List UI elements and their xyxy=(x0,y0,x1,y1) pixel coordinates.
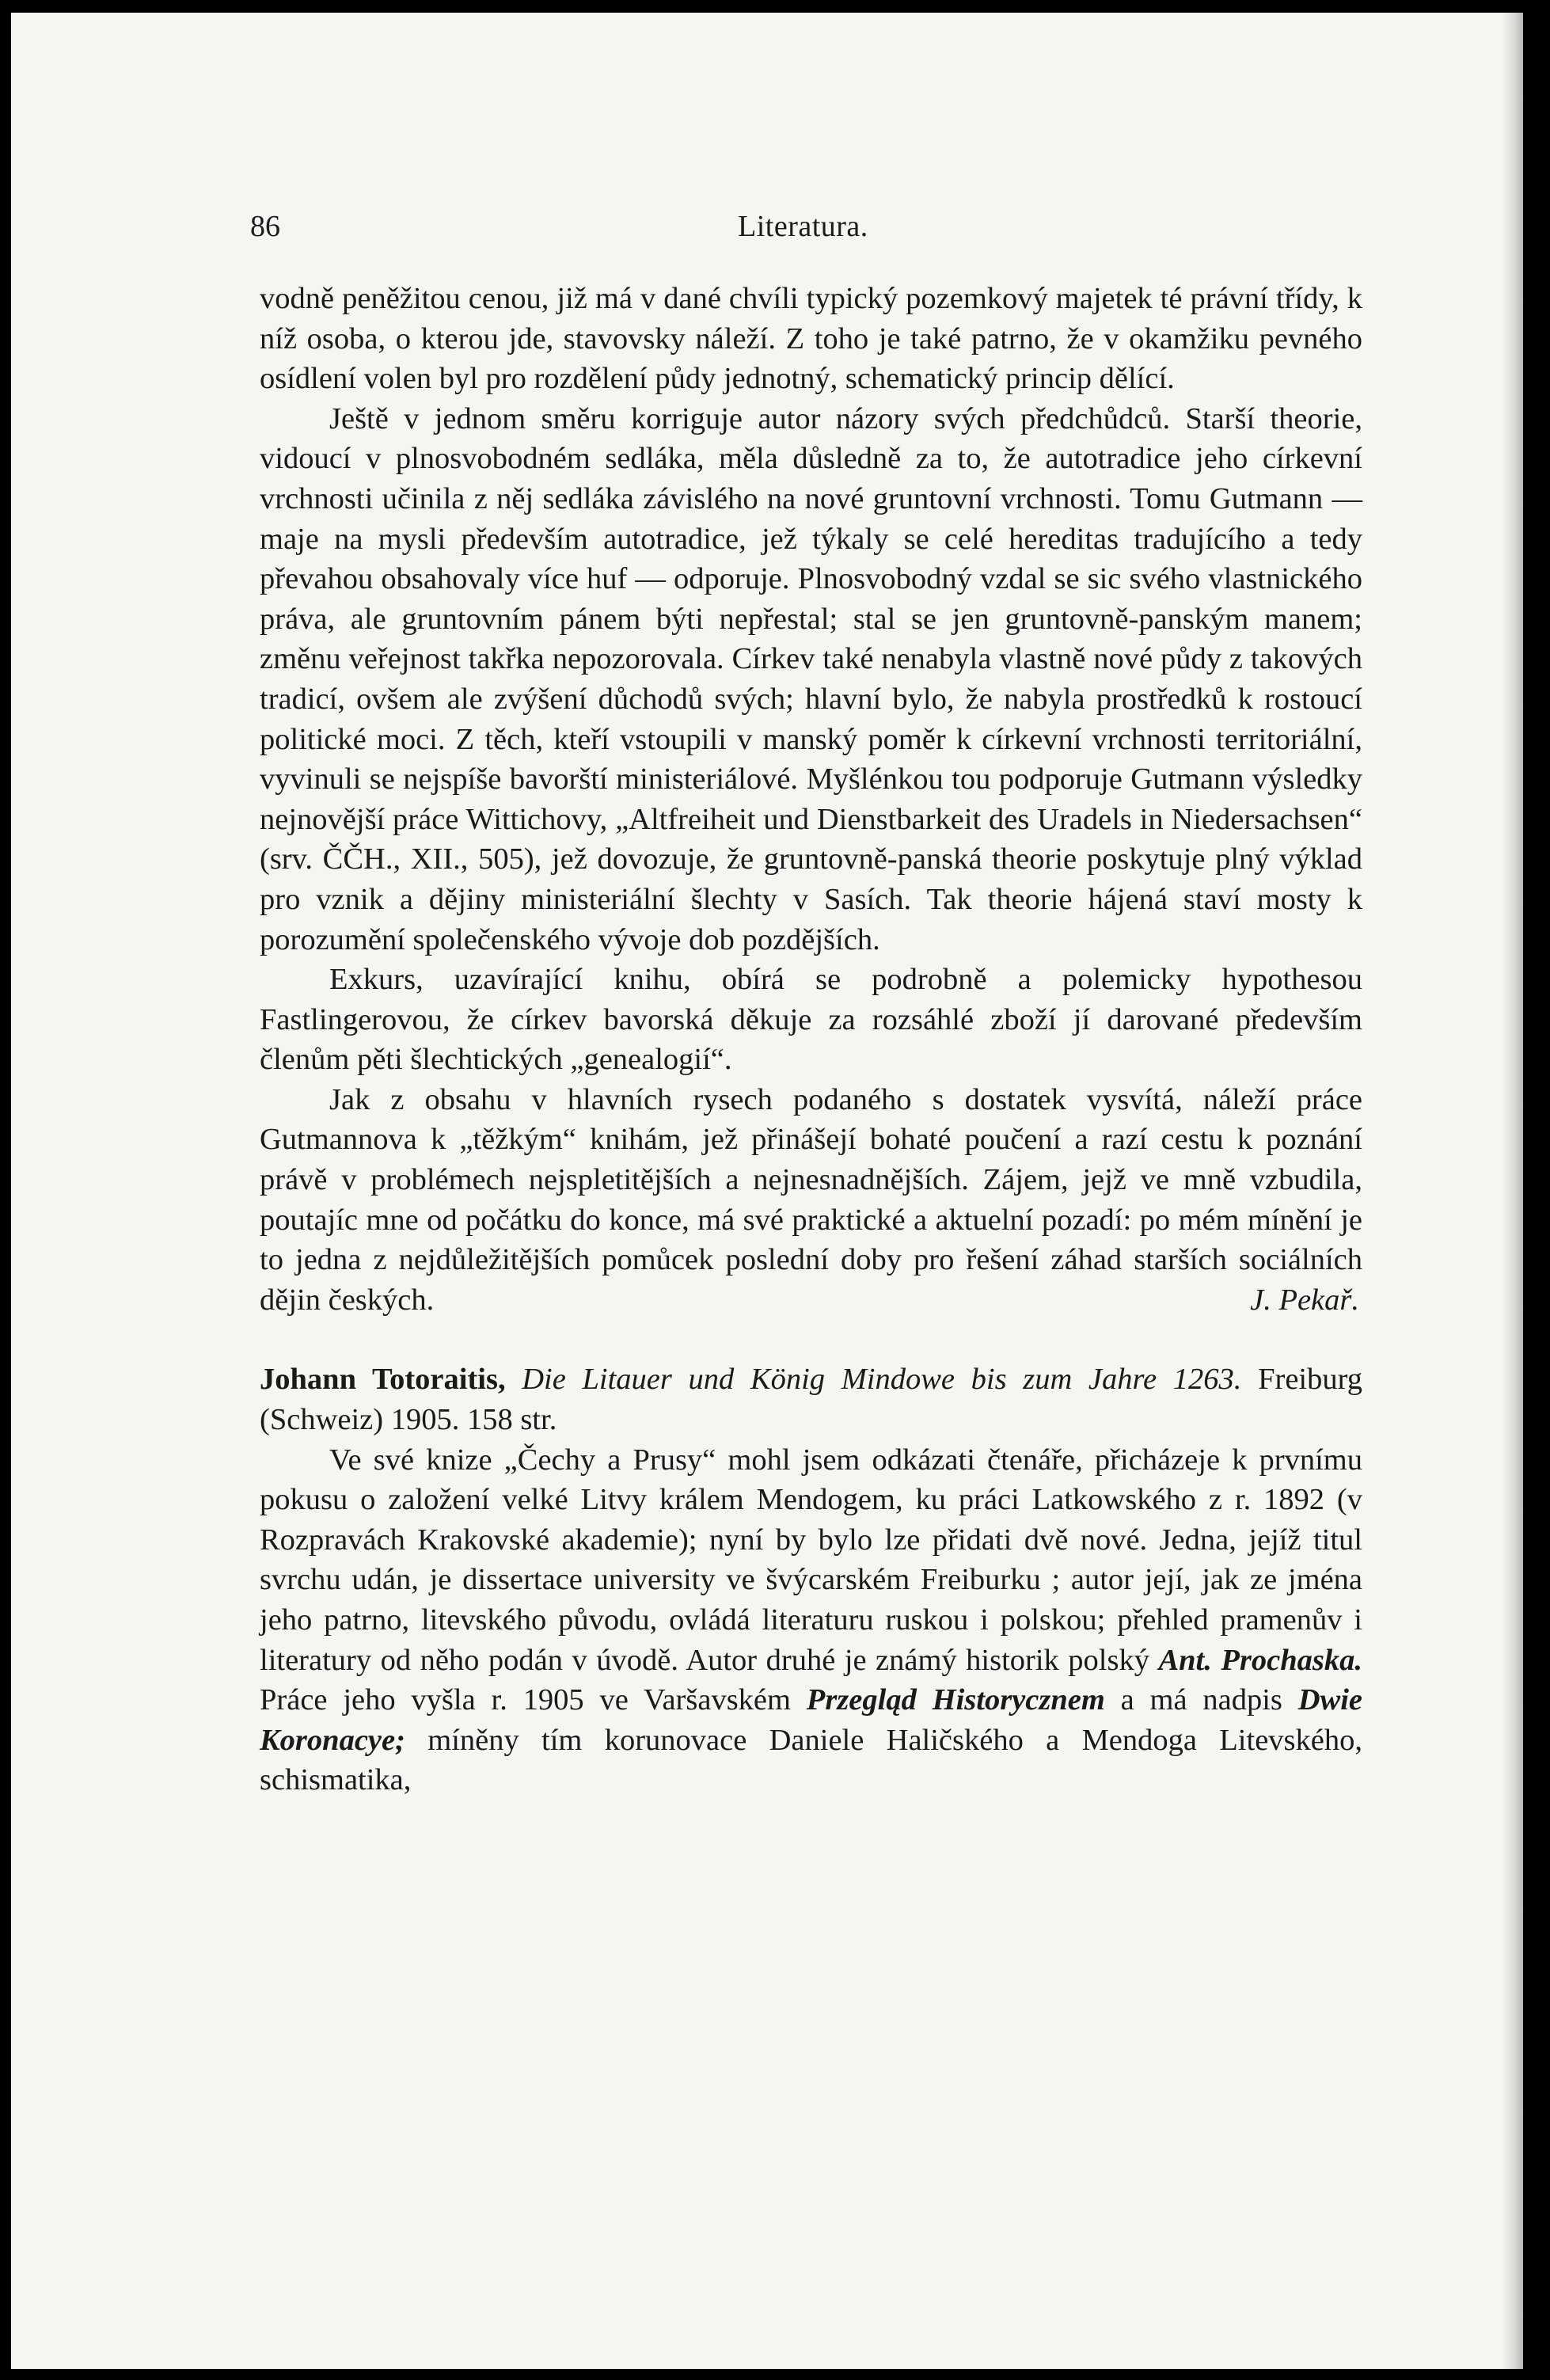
review-journal: Przegląd Historycznem xyxy=(806,1683,1105,1717)
book-page xyxy=(11,13,1523,2369)
review-author-2: Ant. Prochaska. xyxy=(1158,1643,1362,1677)
paragraph-2: Ještě v jednom směru korriguje autor názory svých předchůdců. Starší theorie, vidoucí v plnosvobodném sedláka, měla důsledně za to, že autotradice jeho církevní vrchnosti učinila z něj sedláka závislého na nové gruntovní vrchnosti. Tomu Gutmann — maje na mysli především autotradice, jež týkaly se celé hereditas tradujícího a tedy převahou obsahovaly více huf — odporuje. Plnosvobodný vzdal se sic svého vlastnického práva, ale gruntovním pánem býti nepřestal; stal se jen gruntovně-panským manem; změnu veřejnost takřka nepozorovala. Církev také nenabyla vlastně nové půdy z takových tradicí, ovšem ale zvýšení důchodů svých; hlavní bylo, že nabyla prostředků k rostoucí politické moci. Z těch, kteří vstoupili v manský poměr k církevní vrchnosti territoriální, vyvinuli se nejspíše bavorští ministeriálové. Myšlénkou tou podporuje Gutmann výsledky nejnovější práce Wittichovy, „Altfreiheit und Dienstbarkeit des Uradels in Niedersachsen“ (srv. ČČH., XII., 505), jež dovozuje, že gruntovně-panská theorie poskytuje plný výklad pro vznik a dějiny ministeriální šlechty v Sasích. Tak theorie hájená staví mosty k porozumění společenského vývoje dob pozdějších. xyxy=(260,401,1362,956)
page-number: 86 xyxy=(250,210,280,243)
review-body-3: a má nadpis xyxy=(1104,1683,1298,1717)
review-book-title: Die Litauer und König Mindowe bis zum Jahre 1263. xyxy=(522,1363,1242,1397)
paragraph-1: vodně peněžitou cenou, již má v dané chvíli typický pozemkový majetek té právní třídy, k níž osoba, o kterou jde, stavovsky náleží. Z toho je také patrno, že v okamžiku pevného osídlení volen byl pro rozdělení půdy jednotný, schematický princip dělící. xyxy=(260,282,1362,396)
review-body-1: Ve své knize „Čechy a Prusy“ mohl jsem odkázati čtenáře, přicházeje k prvnímu pokusu o založení velké Litvy králem Mendogem, ku práci Latkowského z r. 1892 (v Rozpravách Krakovské akademie); nyní by bylo lze přidati dvě nové. Jedna, jejíž titul svrchu udán, je dissertace university ve švýcarském Freiburku ; autor její, jak ze jména jeho patrno, litevského původu, ovládá literaturu ruskou i polskou; přehled pramenův i literatury od něho podán v úvodě. Autor druhé je známý historik polský xyxy=(260,1443,1362,1677)
page-edge-shadow xyxy=(1503,13,1523,2369)
paragraph-4-text: Jak z obsahu v hlavních rysech podaného s dostatek vysvítá, náleží práce Gutmannova k „těžkým“ knihám, jež přinášejí bohaté poučení a razí cestu k poznání právě v problémech nejspletitějších a nejnesnadnějších. Zájem, jejž ve mně vzbudila, poutajíc mne od počátku do konce, má své praktické a aktuelní pozadí: po mém mínění je to jedna z nejdůležitějších pomůcek poslední doby pro řešení záhad starších sociálních dějin českých. xyxy=(260,1082,1362,1317)
running-title: Literatura. xyxy=(738,210,868,243)
review-article: Dwie Koronacye; xyxy=(260,1683,1362,1757)
paragraph-4 xyxy=(260,1080,1362,1321)
signature: J. Pekař. xyxy=(1250,1283,1359,1317)
review-heading xyxy=(260,1359,1362,1439)
review-publication: Freiburg (Schweiz) 1905. 158 str. xyxy=(260,1363,1362,1437)
page-header xyxy=(11,209,1523,257)
body-text xyxy=(260,279,1362,1800)
paragraph-3: Exkurs, uzavírající knihu, obírá se podrobně a polemicky hypothesou Fastlingerovou, že církev bavorská děkuje za rozsáhlé zboží jí darované především členům pěti šlechtických „genealogií“. xyxy=(260,963,1362,1077)
review-author: Johann Totoraitis, xyxy=(260,1363,506,1397)
review-body-4: míněny tím korunovace Daniele Haličského a Mendoga Litevského, schismatika, xyxy=(260,1723,1362,1797)
review-body-2: Práce jeho vyšla r. 1905 ve Varšavském xyxy=(260,1683,807,1717)
review-body xyxy=(260,1440,1362,1800)
